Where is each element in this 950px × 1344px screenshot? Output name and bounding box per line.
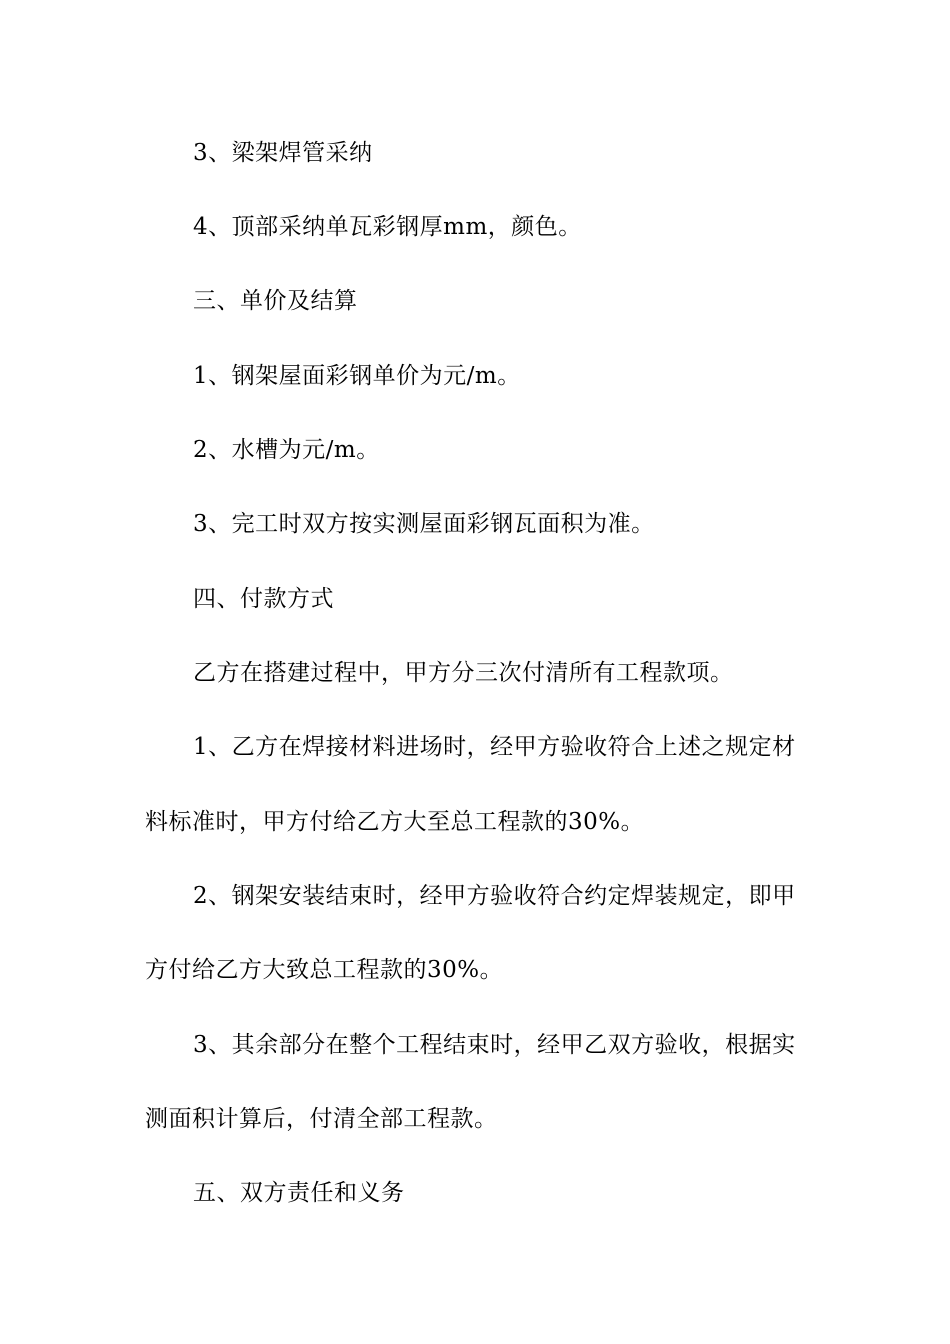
text-line-area-measure: 3、完工时双方按实测屋面彩钢瓦面积为准。 [193,511,655,537]
section-heading-payment: 四、付款方式 [193,586,334,612]
text-line-gutter-price: 2、水槽为元/m。 [193,437,380,463]
text-line-beam-material: 3、梁架焊管采纳 [193,140,373,166]
section-heading-responsibilities: 五、双方责任和义务 [193,1180,405,1206]
text-line-payment-2b: 方付给乙方大致总工程款的30%。 [145,957,504,983]
text-line-payment-3a: 3、其余部分在整个工程结束时，经甲乙双方验收，根据实 [193,1032,796,1058]
text-line-payment-intro: 乙方在搭建过程中，甲方分三次付清所有工程款项。 [193,660,734,686]
text-line-payment-1b: 料标准时，甲方付给乙方大至总工程款的30%。 [145,809,645,835]
text-line-payment-2a: 2、钢架安装结束时，经甲方验收符合约定焊装规定，即甲 [193,883,796,909]
text-line-unit-price: 1、钢架屋面彩钢单价为元/m。 [193,363,521,389]
text-line-roof-steel: 4、顶部采纳单瓦彩钢厚mm，颜色。 [193,214,582,240]
section-heading-price: 三、单价及结算 [193,288,358,314]
text-line-payment-3b: 测面积计算后，付清全部工程款。 [145,1106,498,1132]
text-line-payment-1a: 1、乙方在焊接材料进场时，经甲方验收符合上述之规定材 [193,734,796,760]
